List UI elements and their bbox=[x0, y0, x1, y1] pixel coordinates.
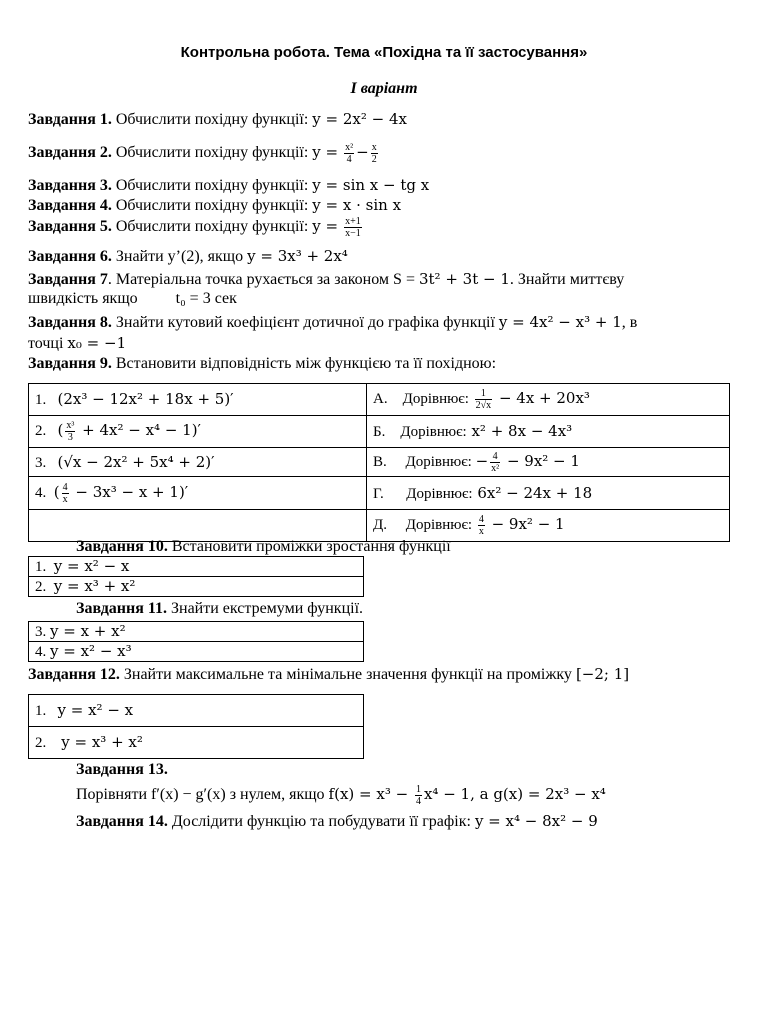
functions-table-10 bbox=[28, 556, 364, 597]
expression-part: + 4x² − x⁴ − 1)′ bbox=[77, 420, 201, 439]
table-cell bbox=[29, 477, 367, 510]
task-label: Завдання 3. bbox=[28, 177, 112, 194]
task-text: Дослідити функцію та побудувати її графік: bbox=[167, 813, 475, 830]
derivative-expression: − 9x² − 1 bbox=[502, 451, 580, 470]
item-number: 1. bbox=[35, 703, 47, 719]
functions-table-11 bbox=[28, 621, 364, 662]
derivative-expression: x² + 8x − 4x³ bbox=[466, 422, 573, 440]
table-cell bbox=[29, 510, 367, 542]
task-1 bbox=[28, 110, 407, 129]
function-expression: y = x² − x bbox=[53, 557, 130, 575]
task-14 bbox=[76, 812, 598, 831]
task-7-line-2 bbox=[28, 290, 237, 308]
answer-word: Дорівнює: bbox=[405, 516, 473, 533]
task-point: x₀ = −1 bbox=[67, 334, 127, 352]
task-2 bbox=[28, 142, 380, 165]
item-number: 1. bbox=[35, 392, 47, 408]
task-text: Знайти y’(2), якщо bbox=[111, 248, 248, 265]
table-cell bbox=[29, 557, 364, 577]
table-cell bbox=[29, 642, 364, 662]
task-text: Знайти кутовий коефіцієнт дотичної до графіка функції bbox=[111, 314, 499, 331]
task-7 bbox=[28, 270, 624, 289]
task-label: Завдання 5. bbox=[28, 218, 112, 236]
task-formula: y = 4x² − x³ + 1 bbox=[498, 313, 622, 331]
task-label: Завдання 11. bbox=[76, 600, 167, 617]
task-11 bbox=[76, 600, 363, 618]
task-text: Знайти екстремуми функції. bbox=[167, 600, 364, 617]
task-label: Завдання 6. bbox=[28, 248, 112, 265]
task-text: Обчислити похідну функції: bbox=[111, 197, 313, 214]
item-number: 2. bbox=[35, 735, 47, 751]
table-row bbox=[29, 642, 364, 662]
function-expression: (2x³ − 12x² + 18x + 5)′ bbox=[57, 390, 234, 408]
fraction bbox=[62, 482, 69, 505]
fraction-denominator: 4 bbox=[346, 154, 352, 165]
task-formula: y = 2x² − 4x bbox=[312, 110, 407, 128]
expression-part: − 3x³ − x + 1)′ bbox=[70, 482, 189, 501]
task-label: Завдання 14. bbox=[76, 813, 168, 830]
table-row bbox=[29, 695, 364, 727]
operator: − bbox=[356, 143, 369, 162]
task-label: Завдання 12. bbox=[28, 666, 120, 683]
table-row bbox=[29, 416, 730, 448]
expression-part: ( bbox=[53, 482, 60, 501]
task-text: Обчислити похідну функції: bbox=[111, 177, 313, 194]
table-row bbox=[29, 727, 364, 759]
fraction-denominator: 2√x bbox=[475, 400, 492, 411]
table-cell bbox=[29, 727, 364, 759]
task-text: Встановити відповідність між функцією та її похідною: bbox=[111, 355, 497, 372]
fraction-numerator: 1 bbox=[475, 388, 493, 400]
fraction bbox=[344, 216, 362, 239]
table-cell bbox=[367, 416, 730, 448]
task-label: Завдання 4. bbox=[28, 197, 112, 214]
function-expression: (√x − 2x² + 5x⁴ + 2)′ bbox=[57, 452, 215, 471]
table-cell bbox=[29, 448, 367, 477]
fraction-numerator: x+1 bbox=[345, 216, 361, 227]
task-4 bbox=[28, 196, 401, 215]
document-title: Контрольна робота. Тема «Похідна та її застосування» bbox=[180, 44, 588, 61]
answer-word: Дорівнює: bbox=[400, 424, 467, 440]
table-cell bbox=[29, 416, 367, 448]
fraction-numerator: 4 bbox=[490, 451, 500, 463]
task-9 bbox=[28, 355, 496, 373]
task-8-line-2 bbox=[28, 334, 126, 353]
table-cell bbox=[367, 477, 730, 510]
fraction-numerator: 1 bbox=[415, 784, 421, 795]
fraction bbox=[490, 451, 500, 474]
answer-word: Дорівнює: bbox=[405, 453, 472, 470]
task-label: Завдання 1. bbox=[28, 111, 112, 128]
g-definition: , а g(x) = 2x³ − x⁴ bbox=[470, 785, 606, 804]
task-formula: y = x⁴ − 8x² − 9 bbox=[474, 812, 598, 830]
sign: − bbox=[475, 451, 489, 470]
answer-word: Дорівнює: bbox=[406, 485, 473, 502]
item-number: 1. bbox=[35, 559, 47, 575]
answer-letter: Г. bbox=[373, 485, 384, 502]
function-expression: y = x² − x bbox=[57, 701, 134, 719]
task-8 bbox=[28, 313, 637, 332]
matching-table bbox=[28, 383, 730, 542]
task-label: Завдання 9. bbox=[28, 355, 112, 372]
expression-part: ( bbox=[57, 420, 64, 439]
task-text-continued: , в bbox=[621, 314, 638, 331]
fraction bbox=[415, 784, 422, 807]
task-text: Обчислити похідну функції: bbox=[111, 218, 313, 236]
item-number: 3. bbox=[35, 454, 47, 471]
fraction-denominator: x−1 bbox=[345, 228, 361, 239]
task-text: Обчислити похідну функції: bbox=[111, 111, 313, 128]
task-formula: y = 3x³ + 2x⁴ bbox=[247, 247, 348, 265]
table-cell bbox=[367, 448, 730, 477]
answer-letter: Д. bbox=[373, 516, 387, 533]
function-expression: y = x² − x³ bbox=[50, 642, 132, 660]
fraction bbox=[65, 420, 75, 443]
task-5 bbox=[28, 216, 364, 239]
task-13-body bbox=[76, 784, 606, 807]
task-formula: y = x · sin x bbox=[312, 196, 402, 214]
derivative-expression: − 9x² − 1 bbox=[486, 514, 565, 533]
task-interval: [−2; 1] bbox=[575, 665, 630, 683]
table-row bbox=[29, 622, 364, 642]
function-expression: y = x³ + x² bbox=[53, 577, 136, 595]
table-cell bbox=[29, 384, 367, 416]
item-number: 4. bbox=[35, 644, 47, 660]
fraction-numerator: 4 bbox=[62, 481, 68, 493]
task-formula: y = sin x − tg x bbox=[312, 176, 430, 194]
derivative-expression: − 4x + 20x³ bbox=[494, 388, 590, 407]
task-text: точці bbox=[28, 335, 68, 352]
functions-table-12 bbox=[28, 694, 364, 759]
fraction bbox=[371, 142, 378, 165]
task-label: Завдання 13. bbox=[76, 761, 168, 778]
fraction bbox=[475, 388, 493, 411]
answer-word: Дорівнює: bbox=[402, 390, 469, 407]
task-condition: t₀ = 3 сек bbox=[175, 290, 237, 307]
task-label: Завдання 10. bbox=[76, 538, 168, 555]
fraction-numerator: 4 bbox=[478, 514, 484, 525]
task-text: Встановити проміжки зростання функції bbox=[167, 538, 451, 555]
fraction bbox=[478, 514, 485, 537]
task-13 bbox=[76, 761, 168, 779]
item-number: 4. bbox=[35, 484, 47, 501]
table-row bbox=[29, 477, 730, 510]
task-text-continued: . Знайти миттєву bbox=[509, 271, 625, 288]
function-expression: y = x + x² bbox=[50, 622, 126, 640]
task-formula-lhs: y = bbox=[312, 217, 339, 236]
f-definition: f(x) = x³ − bbox=[328, 785, 413, 804]
table-cell bbox=[29, 622, 364, 642]
table-row bbox=[29, 577, 364, 597]
task-3 bbox=[28, 176, 429, 195]
fraction-numerator: x bbox=[371, 142, 377, 153]
fraction bbox=[344, 142, 354, 165]
fraction-denominator: 4 bbox=[415, 796, 421, 807]
derivative-expression: 6x² − 24x + 18 bbox=[472, 483, 593, 502]
task-text: Порівняти f′(x) − g′(x) з нулем, якщо bbox=[76, 786, 329, 804]
fraction-denominator: x bbox=[62, 493, 68, 505]
f-definition-rest: x⁴ − 1 bbox=[423, 785, 471, 804]
task-formula: 3t² + 3t − 1 bbox=[418, 270, 510, 288]
task-label: Завдання 2. bbox=[28, 144, 112, 162]
fraction-numerator: x³ bbox=[66, 420, 75, 431]
task-label: Завдання 7 bbox=[28, 271, 108, 288]
item-number: 2. bbox=[35, 579, 47, 595]
table-cell bbox=[29, 695, 364, 727]
answer-letter: В. bbox=[373, 453, 387, 470]
task-text: Обчислити похідну функції: bbox=[111, 144, 313, 162]
table-cell bbox=[29, 577, 364, 597]
task-label: Завдання 8. bbox=[28, 314, 112, 331]
table-row bbox=[29, 384, 730, 416]
table-row bbox=[29, 510, 730, 542]
function-expression: y = x³ + x² bbox=[61, 733, 143, 751]
task-12 bbox=[28, 665, 629, 684]
table-row bbox=[29, 448, 730, 477]
task-text: . Матеріальна точка рухається за законом S = bbox=[107, 271, 419, 288]
task-text: Знайти максимальне та мінімальне значення функції на проміжку bbox=[119, 666, 576, 683]
fraction-numerator: x² bbox=[345, 142, 354, 153]
task-text: швидкість якщо bbox=[28, 290, 138, 307]
task-6 bbox=[28, 247, 348, 266]
item-number: 2. bbox=[35, 422, 47, 439]
answer-letter: А. bbox=[373, 390, 388, 407]
table-row bbox=[29, 557, 364, 577]
variant-heading: I варіант bbox=[350, 80, 418, 97]
item-number: 3. bbox=[35, 624, 47, 640]
fraction-denominator: x² bbox=[491, 462, 500, 474]
fraction-denominator: x bbox=[478, 526, 484, 537]
fraction-denominator: 2 bbox=[371, 154, 377, 165]
fraction-denominator: 3 bbox=[67, 432, 73, 443]
table-cell bbox=[367, 510, 730, 542]
answer-letter: Б. bbox=[373, 424, 386, 440]
table-cell bbox=[367, 384, 730, 416]
task-formula-lhs: y = bbox=[312, 143, 339, 162]
task-10 bbox=[76, 538, 451, 556]
